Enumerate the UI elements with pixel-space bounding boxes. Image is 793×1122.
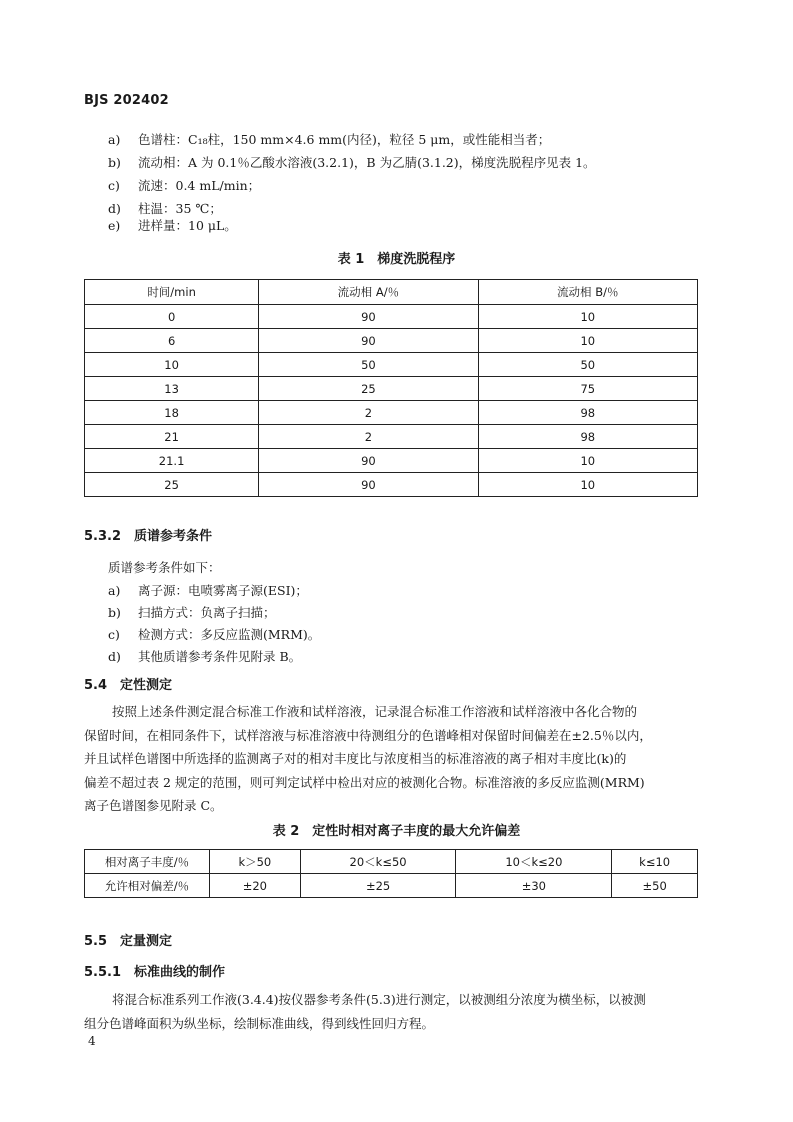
condition-item — [108, 153, 596, 171]
list-item — [108, 581, 308, 599]
table-cell: ±30 — [456, 874, 612, 898]
qualitative-paragraph — [84, 700, 698, 818]
table-row — [85, 377, 698, 401]
document-code: BJS 202402 — [84, 93, 169, 108]
item-text: 流动相：A 为 0.1％乙酸水溶液(3.2.1)，B 为乙腈(3.1.2)，梯度洗脱程序见表 1。 — [138, 155, 596, 170]
item-text: 色谱柱：C₁₈柱，150 mm×4.6 mm(内径)，粒径 5 μm，或性能相当者； — [138, 132, 551, 147]
condition-item — [108, 216, 237, 234]
ion-abundance-table — [84, 849, 698, 898]
item-marker: a) — [108, 132, 121, 147]
table-row — [85, 305, 698, 329]
table-cell: 25 — [259, 377, 478, 401]
table-cell: 50 — [259, 353, 478, 377]
table-cell: 2 — [259, 401, 478, 425]
table-cell: 90 — [259, 449, 478, 473]
item-marker: a) — [108, 583, 121, 598]
item-marker: d) — [108, 649, 121, 664]
paragraph-line: 离子色谱图参见附录 C。 — [84, 798, 223, 813]
table-header-cell: 流动相 B/％ — [478, 280, 697, 305]
table-row — [85, 401, 698, 425]
table-row — [85, 425, 698, 449]
table-cell: ±50 — [612, 874, 698, 898]
table-cell: 允许相对偏差/％ — [85, 874, 210, 898]
item-marker: e) — [108, 218, 121, 233]
item-text: 离子源：电喷雾离子源(ESI)； — [138, 583, 308, 598]
paragraph-line: 组分色谱峰面积为纵坐标，绘制标准曲线，得到线性回归方程。 — [84, 1015, 435, 1031]
table-cell: 90 — [259, 305, 478, 329]
item-text: 柱温：35 ℃； — [138, 201, 222, 216]
table-row — [85, 473, 698, 497]
paragraph-line: 按照上述条件测定混合标准工作液和试样溶液，记录混合标准工作溶液和试样溶液中各化合物的 — [112, 704, 638, 719]
item-marker: b) — [108, 605, 121, 620]
item-text: 扫描方式：负离子扫描； — [138, 605, 276, 620]
condition-item — [108, 199, 222, 217]
section-heading-5-4: 5.4 定性测定 — [84, 678, 173, 693]
table-cell: k＞50 — [210, 850, 301, 874]
table-cell: 6 — [85, 329, 259, 353]
table1-caption: 表 1 梯度洗脱程序 — [337, 252, 456, 267]
table-cell: 90 — [259, 473, 478, 497]
table-header-cell: 时间/min — [85, 280, 259, 305]
table-row — [85, 353, 698, 377]
item-marker: b) — [108, 155, 121, 170]
table-cell: 21.1 — [85, 449, 259, 473]
table-cell: ±25 — [300, 874, 456, 898]
table-row — [85, 449, 698, 473]
calibration-paragraph — [84, 988, 698, 1035]
table-cell: 18 — [85, 401, 259, 425]
table-cell: 50 — [478, 353, 697, 377]
section-heading-5-5-1: 5.5.1 标准曲线的制作 — [84, 965, 226, 980]
paragraph-line: 偏差不超过表 2 规定的范围，则可判定试样中检出对应的被测化合物。标准溶液的多反应监测(MRM) — [84, 774, 645, 790]
item-text: 其他质谱参考条件见附录 B。 — [138, 649, 302, 664]
table-cell: 25 — [85, 473, 259, 497]
section-heading-5-3-2: 5.3.2 质谱参考条件 — [84, 529, 213, 544]
item-text: 流速：0.4 mL/min； — [138, 178, 261, 193]
table-cell: 10＜k≤20 — [456, 850, 612, 874]
table-cell: 90 — [259, 329, 478, 353]
table-row — [85, 850, 698, 874]
table-cell: 75 — [478, 377, 697, 401]
item-marker: d) — [108, 201, 121, 216]
page-number: 4 — [88, 1034, 96, 1048]
item-marker: c) — [108, 178, 120, 193]
table-cell: 10 — [478, 473, 697, 497]
table-cell: k≤10 — [612, 850, 698, 874]
table2-caption: 表 2 定性时相对离子丰度的最大允许偏差 — [272, 824, 521, 839]
table-header-cell: 流动相 A/％ — [259, 280, 478, 305]
table-cell: 98 — [478, 401, 697, 425]
section-intro: 质谱参考条件如下： — [108, 560, 221, 575]
paragraph-line: 并且试样色谱图中所选择的监测离子对的相对丰度比与浓度相当的标准溶液的离子相对丰度比(k)的 — [84, 751, 627, 766]
table-header-row — [85, 280, 698, 305]
paragraph-line: 将混合标准系列工作液(3.4.4)按仪器参考条件(5.3)进行测定，以被测组分浓度为横坐标，以被测 — [112, 992, 646, 1007]
paragraph-line: 保留时间，在相同条件下，试样溶液与标准溶液中待测组分的色谱峰相对保留时间偏差在±2.5％以内， — [84, 727, 652, 743]
section-heading-5-5: 5.5 定量测定 — [84, 934, 173, 949]
table-cell: 0 — [85, 305, 259, 329]
table-cell: 98 — [478, 425, 697, 449]
condition-item — [108, 176, 260, 194]
table-cell: 10 — [85, 353, 259, 377]
item-text: 检测方式：多反应监测(MRM)。 — [138, 627, 321, 642]
table-cell: 21 — [85, 425, 259, 449]
table-row — [85, 874, 698, 898]
item-marker: c) — [108, 627, 120, 642]
table-row — [85, 329, 698, 353]
item-text: 进样量：10 μL。 — [138, 218, 237, 233]
gradient-table — [84, 279, 698, 497]
list-item — [108, 647, 301, 665]
table-cell: 10 — [478, 329, 697, 353]
table-cell: 相对离子丰度/％ — [85, 850, 210, 874]
condition-item — [108, 130, 550, 148]
table-cell: ±20 — [210, 874, 301, 898]
table-cell: 13 — [85, 377, 259, 401]
table-cell: 20＜k≤50 — [300, 850, 456, 874]
table-cell: 10 — [478, 449, 697, 473]
table-cell: 10 — [478, 305, 697, 329]
list-item — [108, 603, 276, 621]
table-cell: 2 — [259, 425, 478, 449]
list-item — [108, 625, 320, 643]
